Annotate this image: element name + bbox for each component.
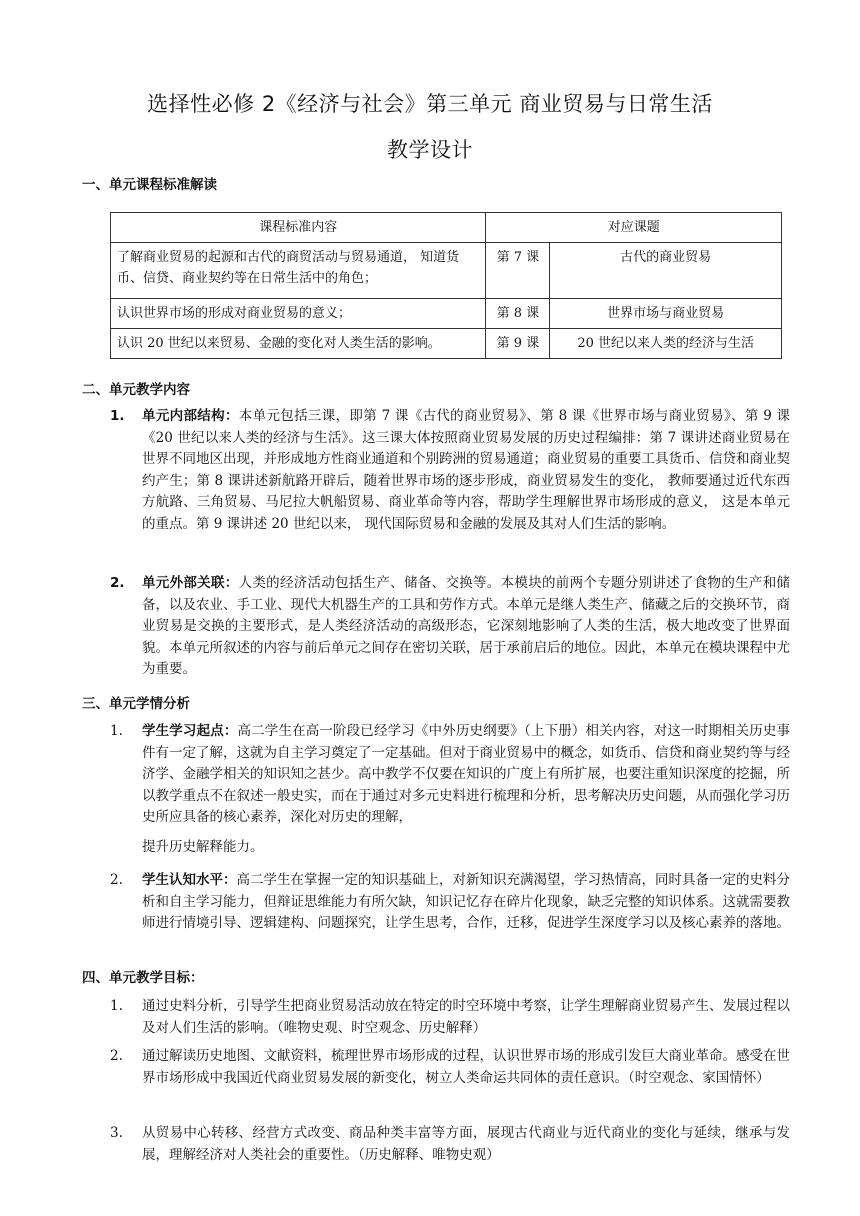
- table-row: [111, 329, 782, 359]
- table-row: [111, 299, 782, 329]
- table-header-standard: 课程标准内容: [111, 213, 486, 243]
- item-text: 通过史料分析，引导学生把商业贸易活动放在特定的时空环境中考察，让学生理解商业贸易产生、发展过程以及对人们生活的影响。（唯物史观、时空观念、历史解释）: [142, 998, 790, 1036]
- item-label: 单元内部结构：: [142, 408, 239, 424]
- list-number: 1.: [110, 998, 123, 1014]
- table-cell-lesson: 第 9 课: [486, 329, 550, 359]
- list-number: 2.: [110, 575, 125, 591]
- table-row: [111, 243, 782, 299]
- item-text: 通过解读历史地图、文献资料，梳理世界市场形成的过程，认识世界市场的形成引发巨大商业革命。感受在世界市场形成中我国近代商业贸易发展的新变化，树立人类命运共同体的责任意识。（时空观念、家国情怀）: [142, 1048, 790, 1086]
- list-item: [110, 573, 790, 681]
- list-number: 2.: [110, 1048, 123, 1064]
- item-label: 学生认知水平：: [142, 872, 237, 888]
- curriculum-standards-table: [110, 212, 782, 359]
- list-number: 1.: [110, 408, 125, 424]
- list-number: 1.: [110, 723, 123, 739]
- item-text: 本单元包括三课，即第 7 课《古代的商业贸易》、第 8 课《世界市场与商业贸易》、第 9 课《20 世纪以来人类的经济与生活》。这三课大体按照商业贸易发展的历史过程编排：第 7 课讲述商业贸易在世界不同地区出现，并形成地方性商业通道和个别跨洲的贸易通道；商业贸易的重要工具货币、信贷和商业契约产生；第 8 课讲述新航路开辟后，随着世界市场的逐步形成，商业贸易发生的变化， 教师要通过近代东西方航路、三角贸易、马尼拉大帆船贸易、商业革命等内容，帮助学生理解世界市场形成的意义， 这是本单元的重点。第 9 课讲述 20 世纪以来， 现代国际贸易和金融的发展及其对人们生活的影响。: [142, 408, 791, 532]
- table-cell-topic: 世界市场与商业贸易: [550, 299, 782, 329]
- table-cell-standard: 认识世界市场的形成对商业贸易的意义；: [111, 299, 486, 329]
- item-text: 从贸易中心转移、经营方式改变、商品种类丰富等方面，展现古代商业与近代商业的变化与延续，继承与发展，理解经济对人类社会的重要性。（历史解释、唯物史观）: [142, 1125, 790, 1163]
- item-text: 人类的经济活动包括生产、储备、交换等。本模块的前两个专题分别讲述了食物的生产和储备，以及农业、手工业、现代大机器生产的工具和劳作方式。本单元是继人类生产、储藏之后的交换环节，商业贸易是交换的主要形式，是人类经济活动的高级形态，它深刻地影响了人类的生活，极大地改变了世界面貌。本单元所叙述的内容与前后单元之间存在密切关联，居于承前启后的地位。因此，本单元在模块课程中尤为重要。: [142, 575, 791, 677]
- list-item: [110, 870, 790, 935]
- list-number: 2.: [110, 872, 123, 888]
- document-title: 选择性必修 2《经济与社会》第三单元 商业贸易与日常生活: [147, 92, 713, 116]
- item-continuation: 提升历史解释能力。: [142, 838, 264, 855]
- list-item: [110, 1123, 790, 1166]
- list-item: [110, 406, 790, 535]
- item-label: 学生学习起点：: [142, 723, 238, 739]
- table-header-row: [111, 213, 782, 243]
- table-cell-topic: 20 世纪以来人类的经济与生活: [550, 329, 782, 359]
- section-heading-4: 四、单元教学目标：: [82, 970, 204, 986]
- table-cell-standard: 认识 20 世纪以来贸易、金融的变化对人类生活的影响。: [111, 329, 486, 359]
- table-cell-topic: 古代的商业贸易: [550, 243, 782, 299]
- item-text: 高二学生在高一阶段已经学习《中外历史纲要》（上下册）相关内容，对这一时期相关历史事件有一定了解，这就为自主学习奠定了一定基础。但对于商业贸易中的概念，如货币、信贷和商业契约等与经济学、金融学相关的知识知之甚少。高中教学不仅要在知识的广度上有所扩展，也要注重知识深度的挖掘，所以教学重点不在叙述一般史实，而在于通过对多元史料进行梳理和分析，思考解决历史问题，从而强化学习历史所应具备的核心素养，深化对历史的理解，: [142, 723, 791, 825]
- section-heading-1: 一、单元课程标准解读: [82, 177, 217, 193]
- item-text: 高二学生在掌握一定的知识基础上，对新知识充满渴望，学习热情高，同时具备一定的史料分析和自主学习能力，但辩证思维能力有所欠缺，知识记忆存在碎片化现象，缺乏完整的知识体系。这就需要教师进行情境引导、逻辑建构、问题探究，让学生思考，合作，迁移，促进学生深度学习以及核心素养的落地。: [142, 872, 790, 931]
- item-label: 单元外部关联：: [142, 575, 239, 591]
- table-cell-lesson: 第 7 课: [486, 243, 550, 299]
- table-header-topic: 对应课题: [486, 213, 782, 243]
- section-heading-3: 三、单元学情分析: [82, 696, 190, 712]
- list-item: [110, 1046, 790, 1089]
- section-heading-2: 二、单元教学内容: [82, 382, 190, 398]
- list-item: [110, 721, 790, 858]
- list-item: [110, 996, 790, 1039]
- document-subtitle: 教学设计: [387, 138, 473, 162]
- table-cell-lesson: 第 8 课: [486, 299, 550, 329]
- table-cell-standard: 了解商业贸易的起源和古代的商贸活动与贸易通道， 知道货币、信贷、商业契约等在日常生活中的角色；: [111, 243, 486, 299]
- list-number: 3.: [110, 1125, 123, 1141]
